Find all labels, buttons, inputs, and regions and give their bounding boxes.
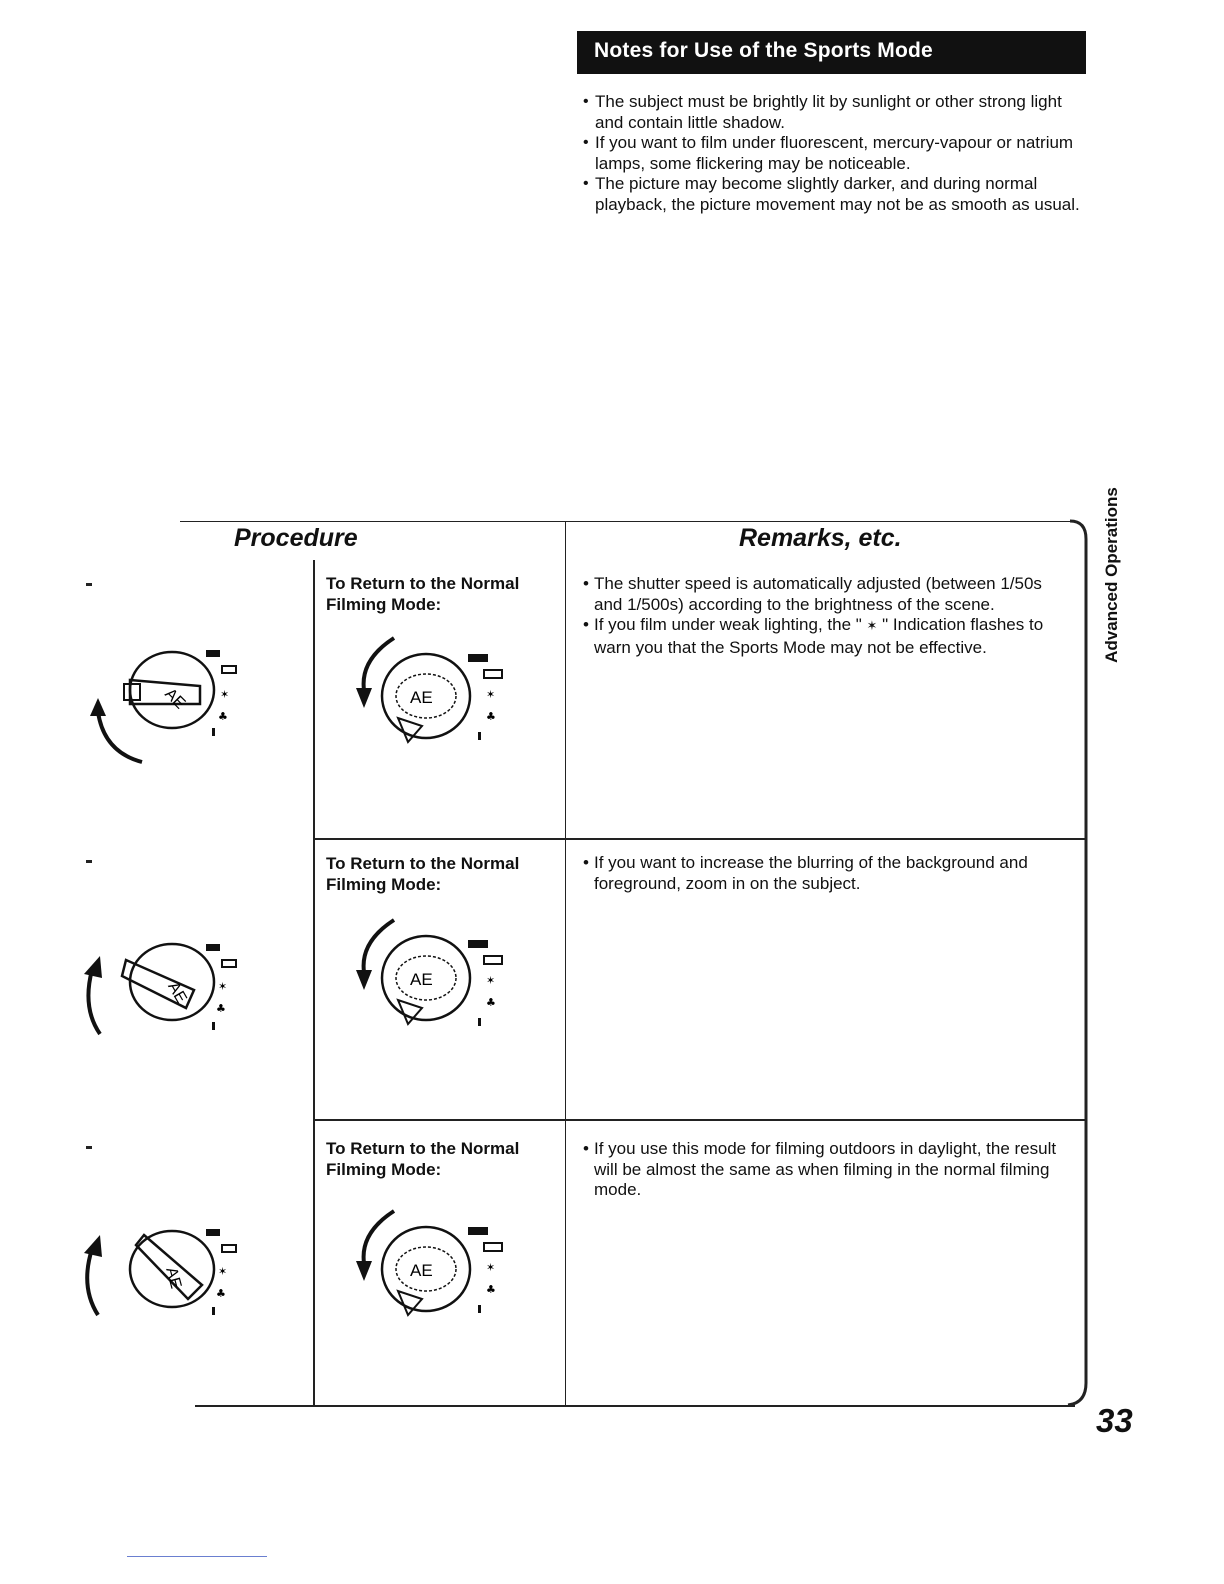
dial-illustration [82,640,282,780]
remarks-header: Remarks, etc. [739,524,902,552]
notes-list [583,92,1083,215]
procedure-header: Procedure [234,524,358,552]
dial-ae-label: AE [410,1261,433,1280]
svg-text:♣: ♣ [218,710,228,723]
dial-ae-label: AE [410,970,433,989]
dial-illustration [338,1203,538,1343]
remark-item: • If you use this mode for filming outdoors in daylight, the result will be almost the same as when filming in the normal filming mode. [583,1139,1068,1201]
row-separator [313,838,1085,840]
notes-title: Notes for Use of the Sports Mode [577,31,1086,74]
step-marker [86,1146,92,1149]
notes-item: • The subject must be brightly lit by sunlight or other strong light and contain little shadow. [583,92,1083,133]
notes-item: • If you want to film under fluorescent, mercury-vapour or natrium lamps, some flickering may be noticeable. [583,133,1083,174]
bottom-rule [127,1556,267,1557]
remarks-list [583,574,1068,658]
step-title: To Return to the Normal Filming Mode: [326,574,520,614]
svg-text:♣: ♣ [216,1002,226,1015]
table-bottom-rule [195,1405,1075,1407]
remark-item: • If you want to increase the blurring of the background and foreground, zoom in on the subject. [583,853,1068,894]
step-marker [86,583,92,586]
step-marker [86,860,92,863]
dial-illustration [338,912,538,1052]
section-side-label: Advanced Operations [1102,487,1121,663]
dial-illustration [82,930,282,1070]
step-title: To Return to the Normal Filming Mode: [326,854,520,894]
table-top-rule [180,521,1070,522]
remark-item: • The shutter speed is automatically adjusted (between 1/50s and 1/500s) according to the brightness of the scene. [583,574,1068,615]
svg-text:♣: ♣ [486,996,496,1009]
svg-text:✶: ✶ [218,1265,228,1278]
page-number: 33 [1096,1402,1133,1439]
svg-text:✶: ✶ [486,1261,496,1274]
dial-illustration [338,630,538,770]
svg-text:♣: ♣ [216,1287,226,1300]
row-separator [313,1119,1085,1121]
remark-item: • If you film under weak lighting, the " ✶ " Indication flashes to warn you that the Sports Mode may not be effective. [583,615,1068,658]
dial-ae-label: AE [162,1265,185,1291]
remarks-list [583,853,1068,894]
notes-item: • The picture may become slightly darker, and during normal playback, the picture movement may not be as smooth as usual. [583,174,1083,215]
svg-text:✶: ✶ [220,688,230,701]
svg-text:✶: ✶ [218,980,228,993]
table-step-divider [313,560,315,1405]
step-title: To Return to the Normal Filming Mode: [326,1139,520,1179]
svg-text:♣: ♣ [486,1283,496,1296]
table-column-divider [565,521,566,1405]
dial-illustration [82,1215,282,1355]
sports-mode-icon: ✶ [866,619,878,634]
remarks-list [583,1139,1068,1201]
dial-ae-label: AE [161,685,189,713]
svg-text:✶: ✶ [486,688,496,701]
dial-ae-label: AE [164,979,190,1007]
svg-text:✶: ✶ [486,974,496,987]
svg-text:♣: ♣ [486,710,496,723]
dial-ae-label: AE [410,688,433,707]
